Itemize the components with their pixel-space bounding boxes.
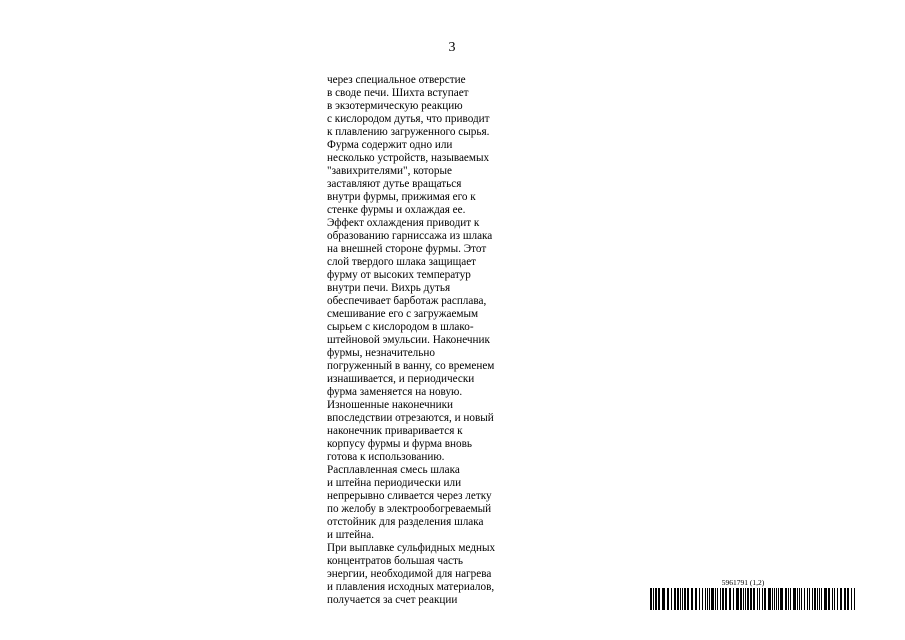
barcode-bar bbox=[725, 588, 727, 610]
body-text-line: штейновой эмульсии. Наконечник bbox=[327, 334, 490, 346]
body-text-line: с кислородом дутья, что приводит bbox=[327, 113, 490, 125]
barcode-bar bbox=[764, 588, 766, 610]
barcode-bar bbox=[707, 588, 708, 610]
barcode-bar bbox=[655, 588, 657, 610]
body-text-line: концентратов большая часть bbox=[327, 555, 463, 567]
barcode-bar bbox=[757, 588, 758, 610]
barcode-bar bbox=[674, 588, 676, 610]
body-text-line: слой твердого шлака защищает bbox=[327, 256, 477, 268]
barcode-bar bbox=[801, 588, 802, 610]
barcode-bar bbox=[768, 588, 771, 610]
barcode-bar bbox=[658, 588, 660, 610]
body-text-line: фурмы, незначительно bbox=[327, 347, 435, 359]
barcode-bar bbox=[680, 588, 681, 610]
barcode-bar bbox=[682, 588, 683, 610]
body-text-line: к плавлению загруженного сырья. bbox=[327, 126, 490, 138]
body-text-line: Изношенные наконечники bbox=[327, 399, 454, 411]
barcode-bar bbox=[821, 588, 822, 610]
barcode-bar bbox=[797, 588, 798, 610]
body-text-line: корпусу фурмы и фурма вновь bbox=[327, 438, 473, 450]
barcode-bar bbox=[740, 588, 742, 610]
body-text-line: Расплавленная смесь шлака bbox=[327, 464, 460, 476]
barcode-image bbox=[650, 588, 856, 610]
body-text-line: и штейна. bbox=[327, 529, 374, 541]
body-text-line: обеспечивает барботаж расплава, bbox=[327, 295, 487, 307]
body-text-line: внутри фурмы, прижимая его к bbox=[327, 191, 476, 203]
barcode-bar bbox=[747, 588, 749, 610]
body-text-line: на внешней стороне фурмы. Этот bbox=[327, 243, 487, 255]
barcode-bar bbox=[807, 588, 808, 610]
barcode-bar bbox=[695, 588, 697, 610]
body-text-line: и плавления исходных материалов, bbox=[327, 581, 495, 593]
barcode-bar bbox=[702, 588, 703, 610]
body-text-line: образованию гарниссажа из шлака bbox=[327, 230, 493, 242]
body-text-line: готова к использованию. bbox=[327, 451, 445, 463]
body-text-line: впоследствии отрезаются, и новый bbox=[327, 412, 494, 424]
barcode-bar bbox=[722, 588, 724, 610]
barcode-bar bbox=[720, 588, 721, 610]
barcode-bar bbox=[772, 588, 773, 610]
body-text-line: энергии, необходимой для нагрева bbox=[327, 568, 492, 580]
barcode-bar bbox=[687, 588, 689, 610]
barcode-bar bbox=[671, 588, 672, 610]
barcode-bar bbox=[774, 588, 775, 610]
body-text-line: фурму от высоких температур bbox=[327, 269, 471, 281]
barcode-bar bbox=[847, 588, 849, 610]
body-text-line: стенке фурмы и охлаждая ее. bbox=[327, 204, 466, 216]
barcode-bar bbox=[736, 588, 739, 610]
barcode-bar bbox=[711, 588, 714, 610]
barcode-bar bbox=[750, 588, 752, 610]
body-text-line: по желобу в электрообогреваемый bbox=[327, 503, 492, 515]
barcode-bar bbox=[828, 588, 830, 610]
page-number: 3 bbox=[448, 40, 456, 55]
barcode-bar bbox=[844, 588, 846, 610]
body-text-line: погруженный в ванну, со временем bbox=[327, 360, 495, 372]
body-text-line: изнашивается, и периодически bbox=[327, 373, 475, 385]
barcode-bar bbox=[840, 588, 842, 610]
barcode-bar bbox=[684, 588, 686, 610]
body-text-line: через специальное отверстие bbox=[327, 74, 466, 86]
barcode-bar bbox=[733, 588, 734, 610]
body-text-line: непрерывно сливается через летку bbox=[327, 490, 492, 502]
body-text-line: сырьем с кислородом в шлако- bbox=[327, 321, 474, 333]
barcode-bar bbox=[854, 588, 855, 610]
barcode-bar bbox=[832, 588, 833, 610]
barcode-bar bbox=[653, 588, 654, 610]
barcode-bar bbox=[780, 588, 783, 610]
barcode-bar bbox=[793, 588, 796, 610]
body-text-line: При выплавке сульфидных медных bbox=[327, 542, 496, 554]
barcode-bar bbox=[715, 588, 716, 610]
body-text-line: отстойник для разделения шлака bbox=[327, 516, 484, 528]
body-text-line: несколько устройств, называемых bbox=[327, 152, 490, 164]
barcode-bar bbox=[834, 588, 835, 610]
barcode-bar bbox=[804, 588, 805, 610]
barcode-bar bbox=[753, 588, 755, 610]
barcode-bar bbox=[817, 588, 818, 610]
barcode-bar bbox=[729, 588, 731, 610]
barcode-bar bbox=[790, 588, 791, 610]
barcode-bar bbox=[837, 588, 838, 610]
body-text-line: в экзотермическую реакцию bbox=[327, 100, 463, 112]
barcode-bar bbox=[705, 588, 706, 610]
barcode-bar bbox=[819, 588, 820, 610]
body-text-line: "завихрителями", которые bbox=[327, 165, 452, 177]
barcode-bar bbox=[691, 588, 693, 610]
barcode-bar bbox=[743, 588, 744, 610]
body-text-line: внутри печи. Вихрь дутья bbox=[327, 282, 451, 294]
barcode-bar bbox=[776, 588, 777, 610]
barcode-bar bbox=[717, 588, 718, 610]
barcode-bar bbox=[812, 588, 813, 610]
body-text-column bbox=[327, 74, 527, 607]
barcode-bar bbox=[677, 588, 679, 610]
body-text-line: фурма заменяется на новую. bbox=[327, 386, 463, 398]
barcode-bar bbox=[788, 588, 789, 610]
barcode-bar bbox=[809, 588, 810, 610]
barcode-bar bbox=[851, 588, 852, 610]
body-text-line: Фурма содержит одно или bbox=[327, 139, 453, 151]
barcode-bar bbox=[814, 588, 816, 610]
barcode-bar bbox=[650, 588, 652, 610]
body-text-line: в своде печи. Шихта вступает bbox=[327, 87, 469, 99]
barcode-bar bbox=[778, 588, 779, 610]
barcode-bar bbox=[799, 588, 800, 610]
barcode-bar bbox=[745, 588, 746, 610]
document-id: 5961791 (1,2) bbox=[721, 578, 765, 587]
barcode-bar bbox=[699, 588, 700, 610]
barcode-bar bbox=[785, 588, 787, 610]
body-text-line: наконечник приваривается к bbox=[327, 425, 463, 437]
body-text-line: смешивание его с загружаемым bbox=[327, 308, 479, 320]
barcode-bar bbox=[762, 588, 763, 610]
barcode-bar bbox=[667, 588, 669, 610]
barcode-bar bbox=[759, 588, 760, 610]
barcode-bar bbox=[824, 588, 827, 610]
body-text-line: и штейна периодически или bbox=[327, 477, 462, 489]
body-text-line: Эффект охлаждения приводит к bbox=[327, 217, 480, 229]
body-text-line: заставляют дутье вращаться bbox=[327, 178, 462, 190]
barcode-bar bbox=[709, 588, 710, 610]
barcode-bar bbox=[662, 588, 665, 610]
body-text-line: получается за счет реакции bbox=[327, 594, 458, 606]
